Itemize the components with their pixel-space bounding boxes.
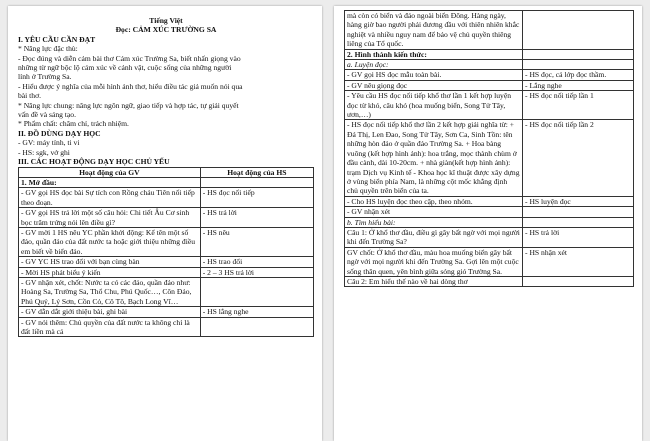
table-row bbox=[19, 227, 314, 256]
teacher-activity: - GV dẫn dắt giới thiệu bài, ghi bài bbox=[19, 307, 201, 317]
table-row bbox=[345, 120, 634, 196]
student-activity bbox=[523, 49, 634, 59]
student-activity: - HS lắng nghe bbox=[200, 307, 313, 317]
text-line: - Đọc đúng và diễn cảm bài thơ Cảm xúc Trường Sa, biết nhấn giọng vào bbox=[18, 53, 241, 63]
text-line: bài thơ. bbox=[18, 91, 41, 101]
teacher-activity: - GV mời 1 HS nêu YC phần khởi động: Kể tên một số đảo, quần đảo của đất nước ta hoặc giới thiệu những điều em biết về biển đảo. bbox=[19, 227, 201, 256]
table-row bbox=[19, 267, 314, 277]
teacher-activity: - GV nêu giọng đọc bbox=[345, 80, 523, 90]
subject-title: Tiếng Việt bbox=[149, 16, 183, 25]
student-activity bbox=[523, 217, 634, 227]
teacher-activity: - Cho HS luyện đọc theo cặp, theo nhóm. bbox=[345, 196, 523, 206]
materials-text bbox=[18, 138, 314, 157]
table-row bbox=[19, 317, 314, 337]
header-teacher: Hoạt động của GV bbox=[19, 167, 201, 177]
section-objectives: I. YÊU CẦU CẦN ĐẠT bbox=[18, 34, 96, 44]
table-row bbox=[345, 207, 634, 217]
text-line: - HS: sgk, vở ghi bbox=[18, 147, 70, 157]
teacher-activity: - GV nói thêm: Chủ quyền của đất nước ta không chỉ là đất liền mà cả bbox=[19, 317, 201, 337]
table-row bbox=[345, 196, 634, 206]
table-row bbox=[345, 11, 634, 50]
student-activity: - HS đọc, cả lớp đọc thầm. bbox=[523, 70, 634, 80]
text-line: * Phẩm chất: chăm chỉ, trách nhiệm. bbox=[18, 119, 129, 129]
teacher-activity: 1. Mở đầu: bbox=[19, 177, 201, 187]
table-row bbox=[19, 188, 314, 208]
student-activity: - HS trả lời bbox=[200, 208, 313, 228]
student-activity bbox=[200, 317, 313, 337]
table-row bbox=[345, 247, 634, 276]
teacher-activity: a. Luyện đọc: bbox=[345, 60, 523, 70]
teacher-activity: - GV gọi HS trả lời một số câu hỏi: Chi tiết Âu Cơ sinh bọc trăm trứng nói lên điều gì? bbox=[19, 208, 201, 228]
table-row bbox=[19, 257, 314, 267]
text-line: - GV: máy tính, ti vi bbox=[18, 138, 80, 148]
header-student: Hoạt động của HS bbox=[200, 167, 313, 177]
teacher-activity: 2. Hình thành kiến thức: bbox=[345, 49, 523, 59]
teacher-activity: - GV gọi HS đọc mẫu toàn bài. bbox=[345, 70, 523, 80]
student-activity: - HS luyện đọc bbox=[523, 196, 634, 206]
table-row bbox=[19, 307, 314, 317]
student-activity: - HS nhận xét bbox=[523, 247, 634, 276]
teacher-activity: - GV nhận xét bbox=[345, 207, 523, 217]
text-line: * Năng lực đặc thù: bbox=[18, 44, 78, 54]
section-activities: III. CÁC HOẠT ĐỘNG DẠY HỌC CHỦ YẾU bbox=[18, 157, 170, 167]
teacher-activity: Câu 1: Ở khổ thơ đầu, điều gì gây bất ngờ với mọi người khi đến Trường Sa? bbox=[345, 227, 523, 247]
table-row bbox=[345, 217, 634, 227]
table-row bbox=[19, 208, 314, 228]
table-row bbox=[345, 227, 634, 247]
table-row bbox=[345, 60, 634, 70]
student-activity: - HS đọc nối tiếp lần 2 bbox=[523, 120, 634, 196]
student-activity bbox=[200, 177, 313, 187]
student-activity: - HS trao đổi bbox=[200, 257, 313, 267]
student-activity: - Lắng nghe bbox=[523, 80, 634, 90]
table-row bbox=[345, 70, 634, 80]
student-activity bbox=[523, 11, 634, 50]
activities-table-continued bbox=[344, 10, 634, 287]
student-activity bbox=[523, 60, 634, 70]
objectives-text bbox=[18, 44, 314, 129]
student-activity bbox=[523, 276, 634, 286]
student-activity: - HS đọc nối tiếp bbox=[200, 188, 313, 208]
student-activity bbox=[200, 277, 313, 306]
activities-table bbox=[18, 167, 314, 338]
document-page-right bbox=[334, 6, 642, 441]
teacher-activity: - HS đọc nối tiếp khổ thơ lần 2 kết hợp giải nghĩa từ: + Đá Thị, Len Đao, Song Tử Tây, Sơn Ca, Sinh Tồn: tên những hòn đảo ở quần đảo Trường Sa. + Hoa bàng vuông (kết hợp hình ảnh): hoa trắng, mọc thành chùm ở đầu cành, dài 10-20cm. + nhà giàn(kết hợp hình ảnh): trạm Dịch vụ Kinh tế - Khoa học kĩ thuật được xây dựng ở vùng biển phía Nam, là những cột mốc khẳng định chủ quyền trên biển của ta. bbox=[345, 120, 523, 196]
text-line: những từ ngữ bộc lộ cảm xúc về cảnh vật, cuộc sống của những người bbox=[18, 63, 232, 73]
student-activity: - HS đọc nối tiếp lần 1 bbox=[523, 91, 634, 120]
student-activity: - HS trả lời bbox=[523, 227, 634, 247]
teacher-activity: mà còn có biển và đảo ngoài biển Đông. Hàng ngày, hàng giờ bao người phải đương đầu với thiên nhiên khắc nghiệt và nhiều nguy nam để bảo vệ chủ quyền thiêng liêng của Tổ quốc. bbox=[345, 11, 523, 50]
document-page-left bbox=[8, 6, 322, 441]
table-row bbox=[345, 80, 634, 90]
student-activity: - HS nêu bbox=[200, 227, 313, 256]
student-activity bbox=[523, 207, 634, 217]
teacher-activity: Câu 2: Em hiểu thế nào về hai dòng thơ bbox=[345, 276, 523, 286]
teacher-activity: - Yêu cầu HS đọc nối tiếp khổ thơ lần 1 kết hợp luyện đọc từ khó, câu khó (hoa muống biển, Song Tử Tây, ươn,…) bbox=[345, 91, 523, 120]
section-materials: II. ĐỒ DÙNG DẠY HỌC bbox=[18, 128, 101, 138]
table-row bbox=[345, 91, 634, 120]
teacher-activity: - GV nhận xét, chốt: Nước ta có các đảo, quần đảo như: Hoàng Sa, Trường Sa, Thổ Chu, Phú Quốc…, Côn Đảo, Phú Quý, Lý Sơn, Cồn Cỏ, Cô Tô, Bạch Long Vĩ… bbox=[19, 277, 201, 306]
text-line: vấn đề và sáng tạo. bbox=[18, 110, 76, 120]
table-row bbox=[19, 277, 314, 306]
teacher-activity: - GV gọi HS đọc bài Sự tích con Rồng cháu Tiên nối tiếp theo đoạn. bbox=[19, 188, 201, 208]
lesson-title: Đọc: CẢM XÚC TRƯỜNG SA bbox=[115, 25, 217, 35]
teacher-activity: GV chốt: Ở khổ thơ đầu, màu hoa muống biển gây bất ngờ với mọi người khi đến Trường Sa. Gợi lên một cuộc sống thân quen, yên bình giữa sóng gió Trường Sa. bbox=[345, 247, 523, 276]
teacher-activity: b. Tìm hiểu bài: bbox=[345, 217, 523, 227]
teacher-activity: - GV YC HS trao đổi với bạn cùng bàn bbox=[19, 257, 201, 267]
student-activity: - 2 – 3 HS trả lời bbox=[200, 267, 313, 277]
table-row bbox=[345, 276, 634, 286]
teacher-activity: - Mời HS phát biểu ý kiến bbox=[19, 267, 201, 277]
table-row bbox=[345, 49, 634, 59]
table-row bbox=[19, 177, 314, 187]
text-line: lính ở Trường Sa. bbox=[18, 72, 72, 82]
text-line: * Năng lực chung: năng lực ngôn ngữ, giao tiếp và hợp tác, tự giải quyết bbox=[18, 100, 239, 110]
text-line: - Hiểu được ý nghĩa của mỗi hình ảnh thơ, hiểu điều tác giả muốn nói qua bbox=[18, 81, 243, 91]
